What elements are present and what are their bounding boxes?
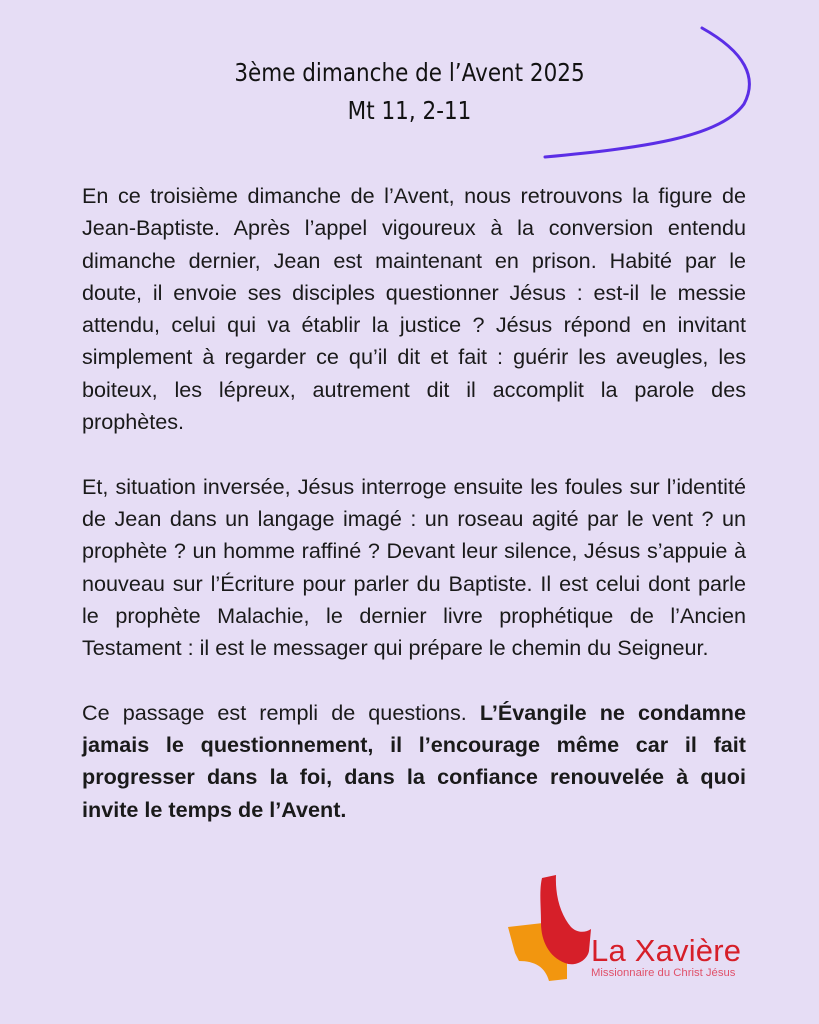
reflection-text [82,180,746,826]
la-xaviere-cross-logo-icon [505,875,595,985]
logo-subtitle: Missionnaire du Christ Jésus [591,967,736,979]
logo-name: La Xavière [591,933,742,968]
scripture-reference: Mt 11, 2-11 [347,96,472,125]
paragraph-3-bold: L’Évangile ne condamne jamais le questionnement, il l’encourage même car il fait progresser dans la foi, dans la confiance renouvelée à quoi invite le temps de l’Avent. [82,699,747,822]
page-title: 3ème dimanche de l’Avent 2025 [234,58,585,87]
paragraph-3 [82,697,746,826]
header [0,54,819,130]
paragraph-1: En ce troisième dimanche de l’Avent, nous retrouvons la figure de Jean-Baptiste. Après l’appel vigoureux à la conversion entendu dimanche dernier, Jean est maintenant en prison. Habité par le doute, il envoie ses disciples questionner Jésus : est-il le messie attendu, celui qui va établir la justice ? Jésus répond en invitant simplement à regarder ce qu’il dit et fait : guérir les aveugles, les boiteux, les lépreux, autrement dit il accomplit la parole des prophètes. [82,183,746,435]
paragraph-3-regular: Ce passage est rempli de questions. [82,699,480,725]
la-xaviere-logo [505,875,755,990]
paragraph-2: Et, situation inversée, Jésus interroge ensuite les foules sur l’identité de Jean dans un langage imagé : un roseau agité par le vent ? un prophète ? un homme raffiné ? Devant leur silence, Jésus s’appuie à nouveau sur l’Écriture pour parler du Baptiste. Il est celui dont parle le prophète Malachie, le dernier livre prophétique de l’Ancien Testament : il est le messager qui prépare le chemin du Seigneur. [82,473,746,661]
